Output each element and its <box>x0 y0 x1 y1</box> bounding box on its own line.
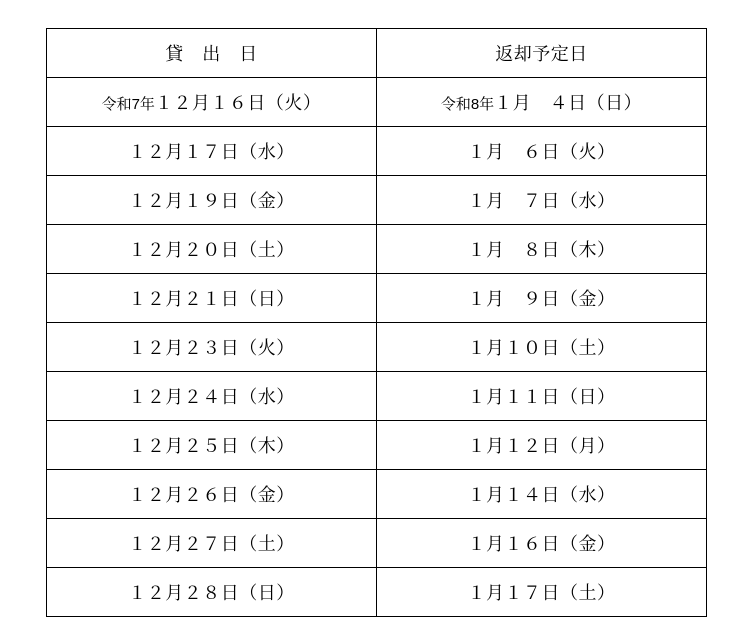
cell-return-date <box>377 470 707 519</box>
cell-loan-date <box>47 421 377 470</box>
cell-return-date <box>377 176 707 225</box>
table-body <box>47 78 707 617</box>
loan-date-value: １２月２７日（土） <box>128 534 295 554</box>
cell-return-date <box>377 421 707 470</box>
table-row <box>47 323 707 372</box>
table-row <box>47 519 707 568</box>
cell-loan-date <box>47 225 377 274</box>
cell-loan-date <box>47 470 377 519</box>
cell-return-date <box>377 225 707 274</box>
loan-date-value: １２月２６日（金） <box>128 485 295 505</box>
cell-return-date <box>377 274 707 323</box>
loan-date-value: １２月２５日（木） <box>128 436 295 456</box>
cell-return-date <box>377 78 707 127</box>
cell-loan-date <box>47 78 377 127</box>
table-row <box>47 372 707 421</box>
cell-loan-date <box>47 176 377 225</box>
loan-date-value: １２月１６日（火） <box>154 93 322 113</box>
cell-return-date <box>377 372 707 421</box>
cell-return-date <box>377 519 707 568</box>
cell-loan-date <box>47 519 377 568</box>
loan-date-value: １２月２０日（土） <box>128 240 295 260</box>
cell-return-date <box>377 127 707 176</box>
return-date-value: １月１４日（水） <box>467 485 616 505</box>
cell-loan-date <box>47 274 377 323</box>
table-row <box>47 225 707 274</box>
table-row <box>47 274 707 323</box>
table-row <box>47 421 707 470</box>
loan-era-label: 令和7年 <box>101 96 155 113</box>
loan-date-value: １２月１９日（金） <box>128 191 295 211</box>
return-date-value: １月 ７日（水） <box>467 191 616 211</box>
table-header-row <box>47 29 707 78</box>
loan-date-value: １２月１７日（水） <box>128 142 295 162</box>
loan-schedule-table <box>46 28 707 617</box>
cell-loan-date <box>47 568 377 617</box>
column-header-return-date: 返却予定日 <box>377 29 707 78</box>
loan-date-value: １２月２４日（水） <box>128 387 295 407</box>
return-date-value: １月１０日（土） <box>467 338 616 358</box>
return-era-label: 令和8年 <box>440 96 495 113</box>
return-date-value: １月１２日（月） <box>467 436 616 456</box>
return-date-value: １月 ９日（金） <box>467 289 616 309</box>
loan-date-value: １２月２８日（日） <box>128 583 295 603</box>
table-row <box>47 470 707 519</box>
table-row <box>47 78 707 127</box>
cell-loan-date <box>47 127 377 176</box>
cell-return-date <box>377 568 707 617</box>
return-date-value: １月１７日（土） <box>467 583 616 603</box>
loan-date-value: １２月２３日（火） <box>128 338 295 358</box>
table-row <box>47 568 707 617</box>
loan-date-value: １２月２１日（日） <box>128 289 295 309</box>
cell-loan-date <box>47 323 377 372</box>
return-date-value: １月 ６日（火） <box>467 142 616 162</box>
return-date-value: １月 ８日（木） <box>467 240 616 260</box>
return-date-value: １月１１日（日） <box>467 387 616 407</box>
loan-schedule-table-wrapper <box>46 28 706 617</box>
table-row <box>47 176 707 225</box>
return-date-value: １月 ４日（日） <box>494 93 643 113</box>
cell-loan-date <box>47 372 377 421</box>
return-date-value: １月１６日（金） <box>467 534 616 554</box>
table-row <box>47 127 707 176</box>
column-header-loan-date: 貸 出 日 <box>47 29 377 78</box>
cell-return-date <box>377 323 707 372</box>
